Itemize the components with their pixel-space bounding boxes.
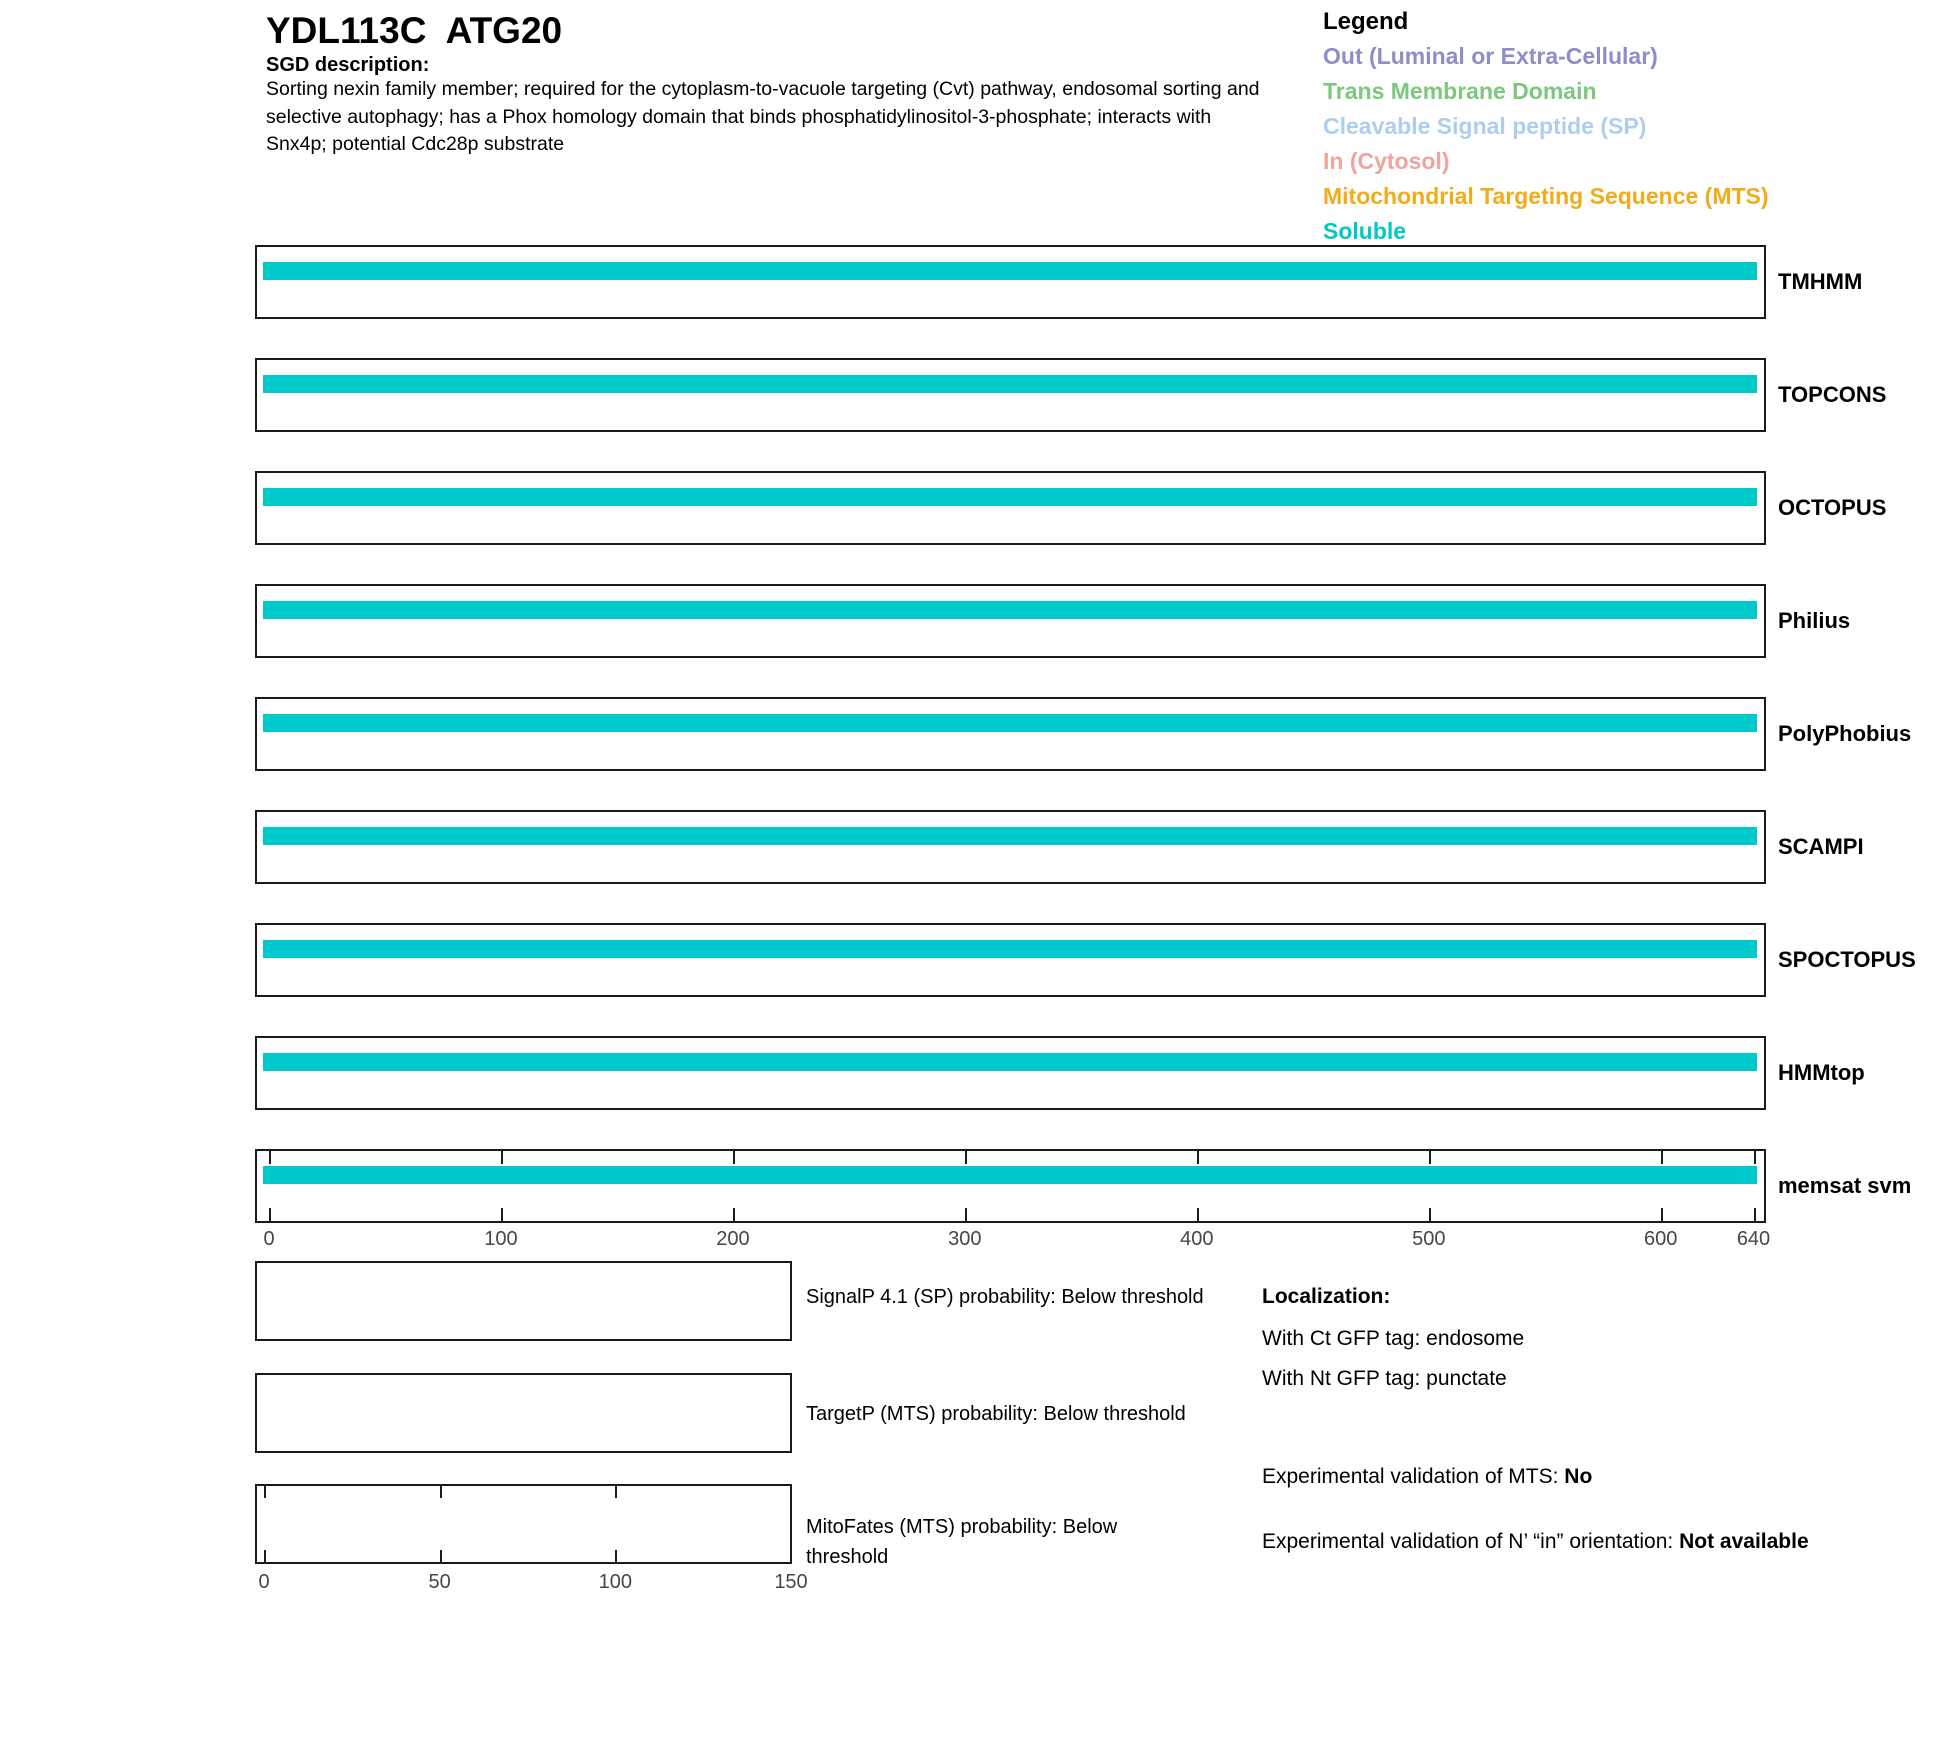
prediction-segment-bar [263, 940, 1757, 958]
axis-tick-mark [1429, 1151, 1431, 1164]
orientation-validation-value: Not available [1679, 1530, 1809, 1553]
probability-plot-box [255, 1261, 792, 1341]
predictor-label: TOPCONS [1778, 382, 1887, 407]
localization-nt-line: With Nt GFP tag: punctate [1262, 1367, 1507, 1390]
sgd-description-text: Sorting nexin family member; required for the cytoplasm-to-vacuole targeting (Cvt) pathway, endosomal sorting and selective autophagy; has a Phox homology domain that binds phosphatidylinositol-3-phosphate; interacts with Snx4p; potential Cdc28p substrate [266, 78, 1260, 155]
probability-axis-tick-label: 50 [428, 1571, 451, 1593]
axis-tick-mark [1661, 1208, 1663, 1221]
mts-validation-value: No [1564, 1465, 1593, 1488]
probability-plot-box [255, 1373, 792, 1453]
axis-tick-mark [1197, 1208, 1199, 1221]
probability-axis-tick-label: 0 [258, 1571, 270, 1593]
probability-axis-tick-mark [440, 1550, 442, 1562]
prediction-segment-bar [263, 262, 1757, 280]
axis-tick-mark [1429, 1208, 1431, 1221]
probability-plot-label: TargetP (MTS) probability: Below threshold [806, 1403, 1186, 1425]
probability-axis-tick-mark [615, 1486, 617, 1498]
axis-tick-mark [1754, 1208, 1756, 1221]
predictor-label: SCAMPI [1778, 834, 1864, 859]
axis-tick-mark [269, 1151, 271, 1164]
axis-tick-mark [733, 1151, 735, 1164]
axis-tick-mark [269, 1208, 271, 1221]
legend-entry: Out (Luminal or Extra-Cellular) [1323, 43, 1658, 69]
residue-axis-tick-label: 200 [716, 1228, 750, 1250]
legend-title: Legend [1323, 8, 1409, 35]
prediction-segment-bar [263, 375, 1757, 393]
axis-tick-mark [1754, 1151, 1756, 1164]
probability-plot-box [255, 1484, 792, 1564]
probability-axis-tick-mark [264, 1486, 266, 1498]
residue-axis-tick-label: 400 [1180, 1228, 1214, 1250]
predictor-label: SPOCTOPUS [1778, 947, 1916, 972]
predictor-label: Philius [1778, 608, 1851, 633]
mts-validation-label: Experimental validation of MTS: [1262, 1465, 1565, 1488]
probability-axis-tick-label: 150 [774, 1571, 808, 1593]
predictor-label: OCTOPUS [1778, 495, 1887, 520]
prediction-track-box [255, 245, 1766, 319]
legend-entry: Mitochondrial Targeting Sequence (MTS) [1323, 183, 1769, 209]
prediction-track-box [255, 471, 1766, 545]
probability-axis-tick-mark [615, 1550, 617, 1562]
legend-entry: Cleavable Signal peptide (SP) [1323, 113, 1647, 139]
predictor-label: HMMtop [1778, 1060, 1865, 1085]
residue-axis-tick-label: 0 [263, 1228, 275, 1250]
prediction-segment-bar [263, 714, 1757, 732]
prediction-segment-bar [263, 827, 1757, 845]
residue-axis-tick-label: 640 [1736, 1228, 1771, 1250]
axis-tick-mark [501, 1208, 503, 1221]
legend [1323, 4, 1769, 249]
sgd-description-label: SGD description: [266, 54, 430, 76]
prediction-segment-bar [263, 488, 1757, 506]
probability-axis-tick-label: 100 [598, 1571, 633, 1593]
prediction-track-box [255, 923, 1766, 997]
legend-entry: In (Cytosol) [1323, 148, 1450, 174]
probability-plot-label: MitoFates (MTS) probability: Below threshold [806, 1516, 1118, 1568]
prediction-track-box [255, 697, 1766, 771]
prediction-track-box [255, 1149, 1766, 1223]
legend-entry: Soluble [1323, 218, 1407, 244]
orientation-validation-line [1262, 1525, 1817, 1558]
residue-axis-tick-label: 100 [484, 1228, 518, 1250]
axis-tick-mark [965, 1151, 967, 1164]
axis-tick-mark [501, 1151, 503, 1164]
page-title: YDL113C ATG20 [266, 10, 563, 51]
orientation-validation-label: Experimental validation of N’ “in” orientation: [1262, 1530, 1680, 1553]
prediction-segment-bar [263, 1053, 1757, 1071]
predictor-label: TMHMM [1778, 269, 1863, 294]
predictor-label: PolyPhobius [1778, 721, 1912, 746]
prediction-track-box [255, 1036, 1766, 1110]
residue-axis-tick-label: 600 [1644, 1228, 1678, 1250]
prediction-segment-bar [263, 601, 1757, 619]
probability-axis-tick-mark [264, 1550, 266, 1562]
probability-axis-tick-mark [440, 1486, 442, 1498]
prediction-segment-bar [263, 1166, 1757, 1184]
predictor-label: memsat svm [1778, 1173, 1912, 1198]
axis-tick-mark [733, 1208, 735, 1221]
axis-tick-mark [1661, 1151, 1663, 1164]
axis-tick-mark [1197, 1151, 1199, 1164]
prediction-track-box [255, 358, 1766, 432]
probability-plot-label: SignalP 4.1 (SP) probability: Below threshold [806, 1286, 1204, 1308]
localization-title: Localization: [1262, 1285, 1391, 1308]
residue-axis-tick-label: 300 [948, 1228, 982, 1250]
axis-tick-mark [965, 1208, 967, 1221]
localization-ct-line: With Ct GFP tag: endosome [1262, 1327, 1525, 1350]
prediction-track-box [255, 810, 1766, 884]
prediction-track-box [255, 584, 1766, 658]
legend-entry: Trans Membrane Domain [1323, 78, 1597, 104]
residue-axis-tick-label: 500 [1412, 1228, 1446, 1250]
mts-validation-line [1262, 1460, 1592, 1493]
